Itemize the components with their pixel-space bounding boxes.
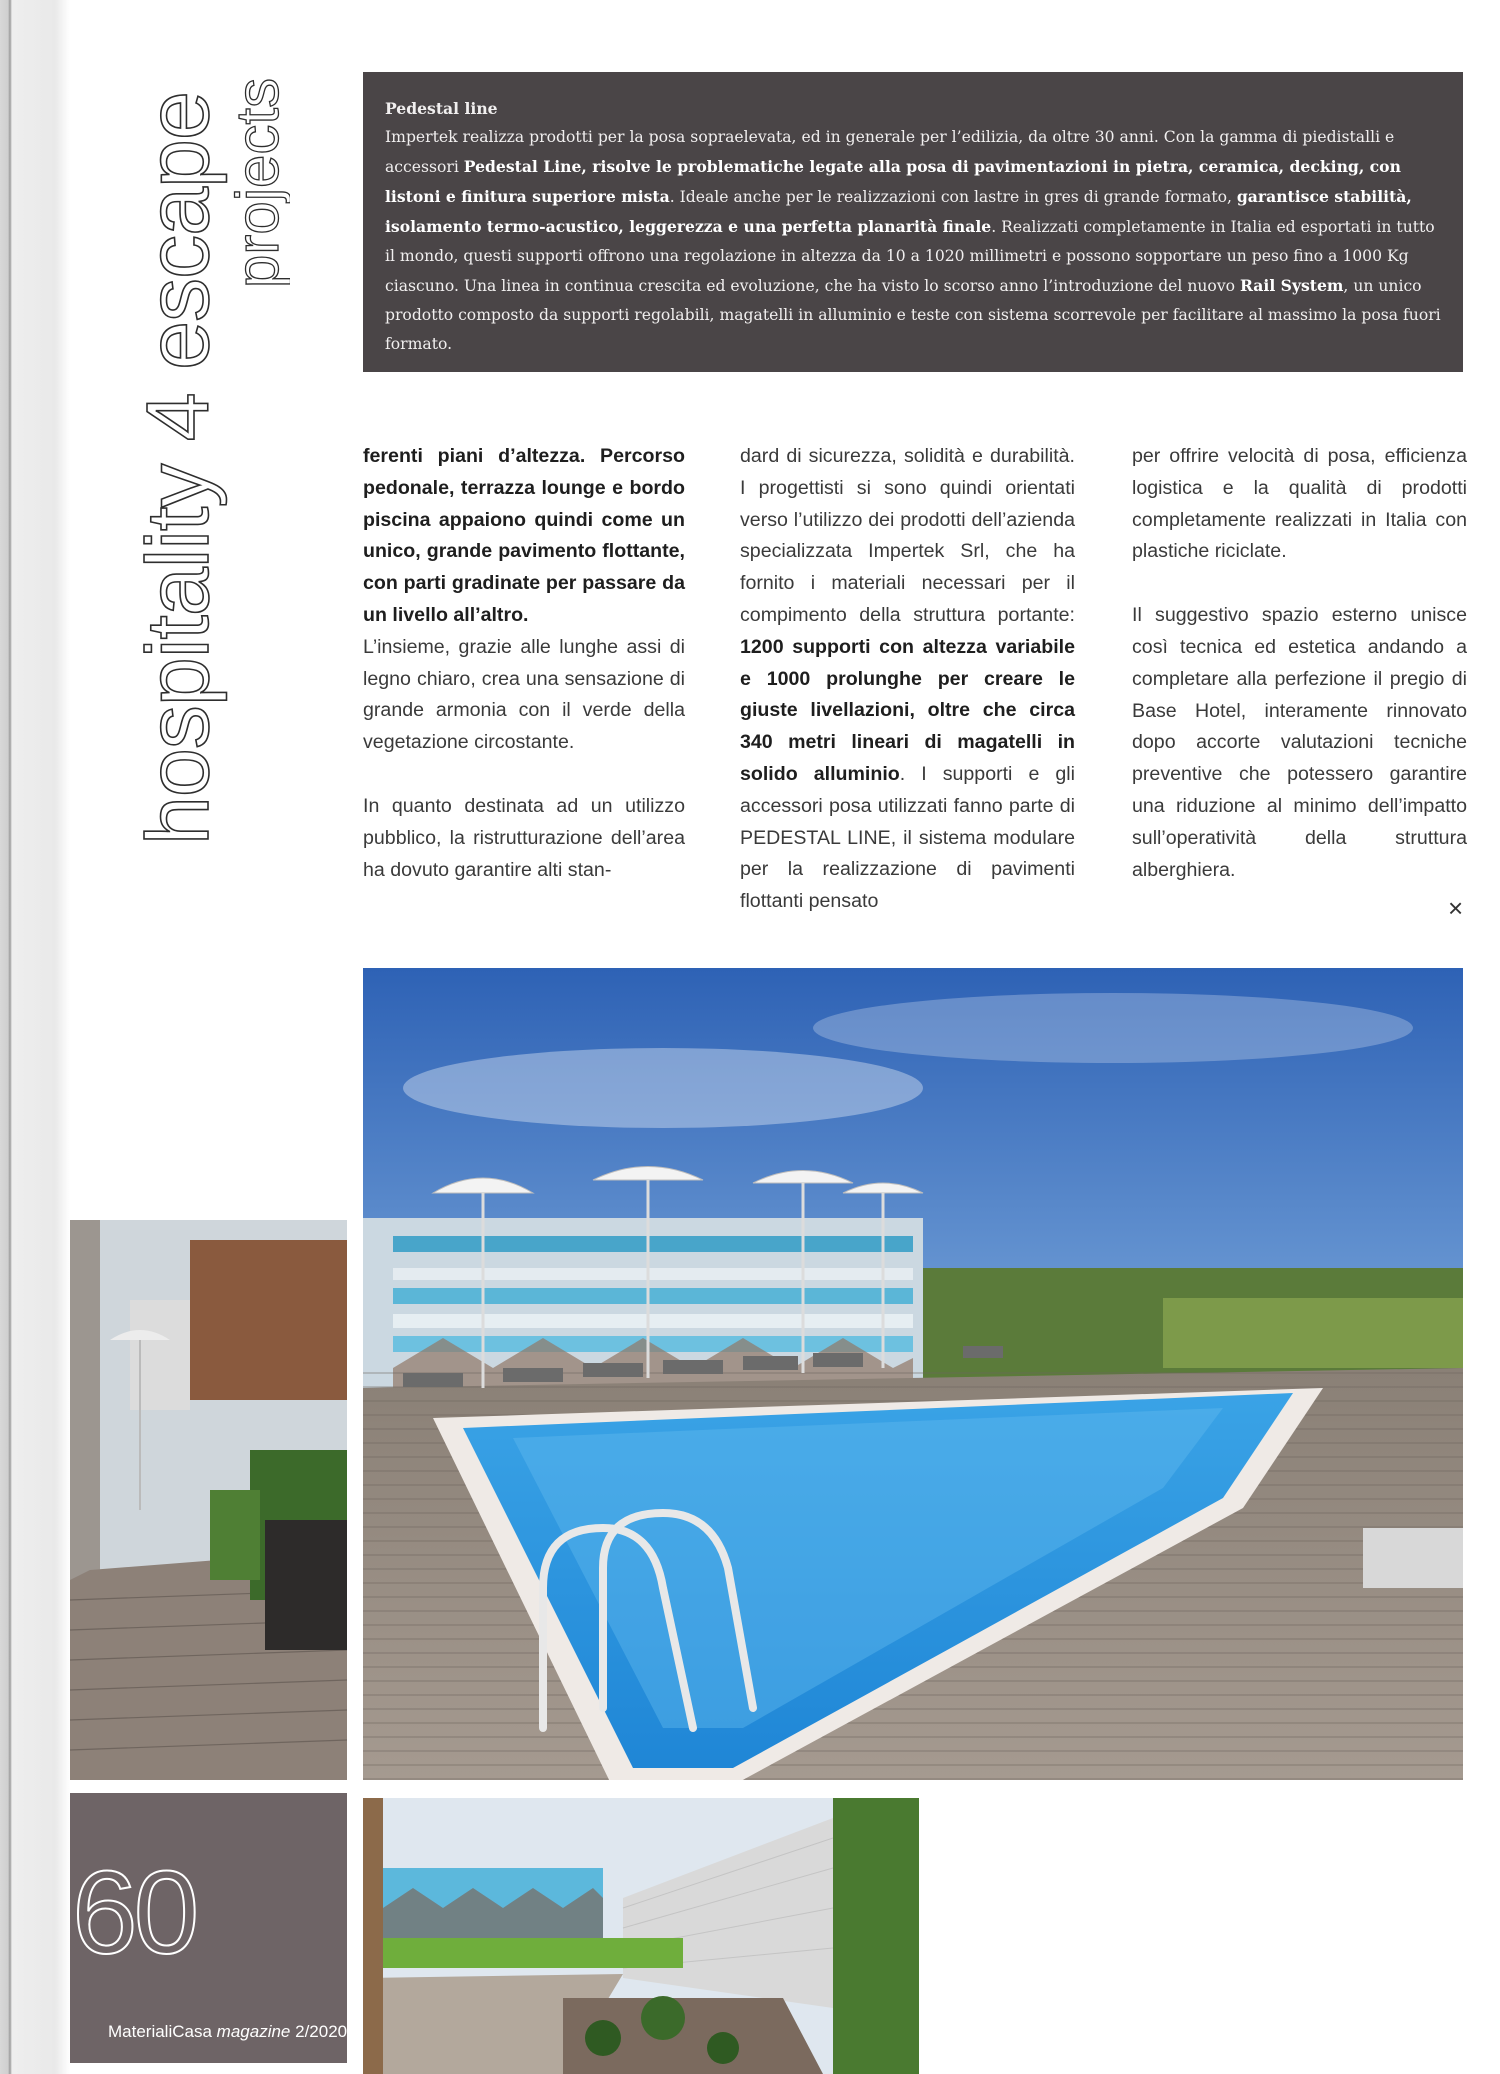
infobox-text: Impertek realizza prodotti per la posa sopraelevata, ed in generale per l’edilizia, da oltre 30 anni. Con la gamma di piedistalli e accessori — [385, 128, 1395, 176]
boardwalk-photo — [70, 1220, 347, 1780]
infobox-text: . Ideale anche per le realizzazioni con lastre in gres di grande formato, — [669, 188, 1237, 206]
infobox-title: Pedestal line — [385, 99, 498, 118]
garden-photo — [363, 1798, 919, 2074]
article-column-2 — [740, 441, 1075, 918]
pool-photo — [363, 968, 1463, 1780]
text: dard di sicurezza, solidità e durabilità. I progettisti si sono quindi orientati verso l’utilizzo dei prodotti dell’azienda specializzata Impertek Srl, che ha fornito i materiali necessari per il compimento della struttura portante: — [740, 445, 1075, 626]
paragraph: L’insieme, grazie alle lunghe assi di legno chiaro, crea una sensazione di grande armonia con il verde della vegetazione circostante. — [363, 635, 685, 754]
magazine-label: magazine — [216, 2022, 291, 2041]
section-title-sub: projects — [224, 77, 290, 288]
pedestal-line-infobox — [363, 72, 1463, 372]
paragraph: In quanto destinata ad un utilizzo pubblico, la ristrutturazione dell’area ha dovuto garantire alti stan- — [363, 794, 685, 881]
paragraph: per offrire velocità di posa, efficienza logistica e la qualità di prodotti completamente realizzati in Italia con plastiche riciclate. — [1132, 445, 1467, 563]
magazine-issue: 2/2020 — [295, 2022, 348, 2041]
infobox-text: . Realizzati completamente in Italia ed esportati in tutto il mondo, questi supporti offrono una regolazione in altezza da 10 a 1020 millimetri e possono sopportare un peso fino a 1000 Kg ciascuno. Una linea in continua crescita ed evoluzione, che ha visto lo scorso anno l’introduzione del nuovo — [385, 218, 1435, 295]
magazine-name: MaterialiCasa — [108, 2022, 212, 2041]
infobox-text: , un unico prodotto composto da supporti regolabili, magatelli in alluminio e teste con sistema scorrevole per facilitare al massimo la posa fuori formato. — [385, 277, 1441, 353]
infobox-bold: Pedestal Line, risolve le problematiche legate alla posa di pavimentazioni in pietra, ceramica, decking, con listoni e finitura superiore mista — [385, 157, 1401, 206]
infobox-body — [385, 123, 1441, 359]
magazine-footer — [108, 2022, 347, 2042]
paragraph — [363, 441, 685, 632]
bold-text: 1200 supporti con altezza variabile e 1000 prolunghe per creare le giuste livellazioni, oltre che circa 340 metri lineari di magatelli in solido alluminio — [740, 635, 1075, 785]
paragraph — [740, 441, 1075, 918]
infobox-bold: Rail System — [1239, 276, 1344, 295]
section-title — [130, 70, 290, 850]
bold-text: ferenti piani d’altezza. Percorso pedonale, terrazza lounge e bordo piscina appaiono quindi come un unico, grande pavimento flottante, con parti gradinate per passare da un livello all’altro. — [363, 445, 685, 626]
page-spine — [0, 0, 70, 2074]
infobox-bold: garantisce stabilità, isolamento termo-acustico, leggerezza e una perfetta planarità finale — [385, 187, 1412, 236]
end-mark: × — [1448, 893, 1464, 923]
paragraph: Il suggestivo spazio esterno unisce così tecnica ed estetica andando a completare alla perfezione il pregio di Base Hotel, interamente rinnovato dopo accorte valutazioni tecniche preventive che potessero garantire una riduzione al minimo dell’impatto sull’operatività della struttura alberghiera. — [1132, 604, 1467, 881]
article-column-3 — [1132, 441, 1467, 886]
section-title-main: hospitality 4 escape — [130, 92, 227, 845]
article-column-1 — [363, 441, 685, 886]
page-number: 60 — [72, 1847, 196, 1979]
text: . I supporti e gli accessori posa utilizzati fanno parte di PEDESTAL LINE, il sistema modulare per la realizzazione di pavimenti flottanti pensato — [740, 762, 1075, 913]
